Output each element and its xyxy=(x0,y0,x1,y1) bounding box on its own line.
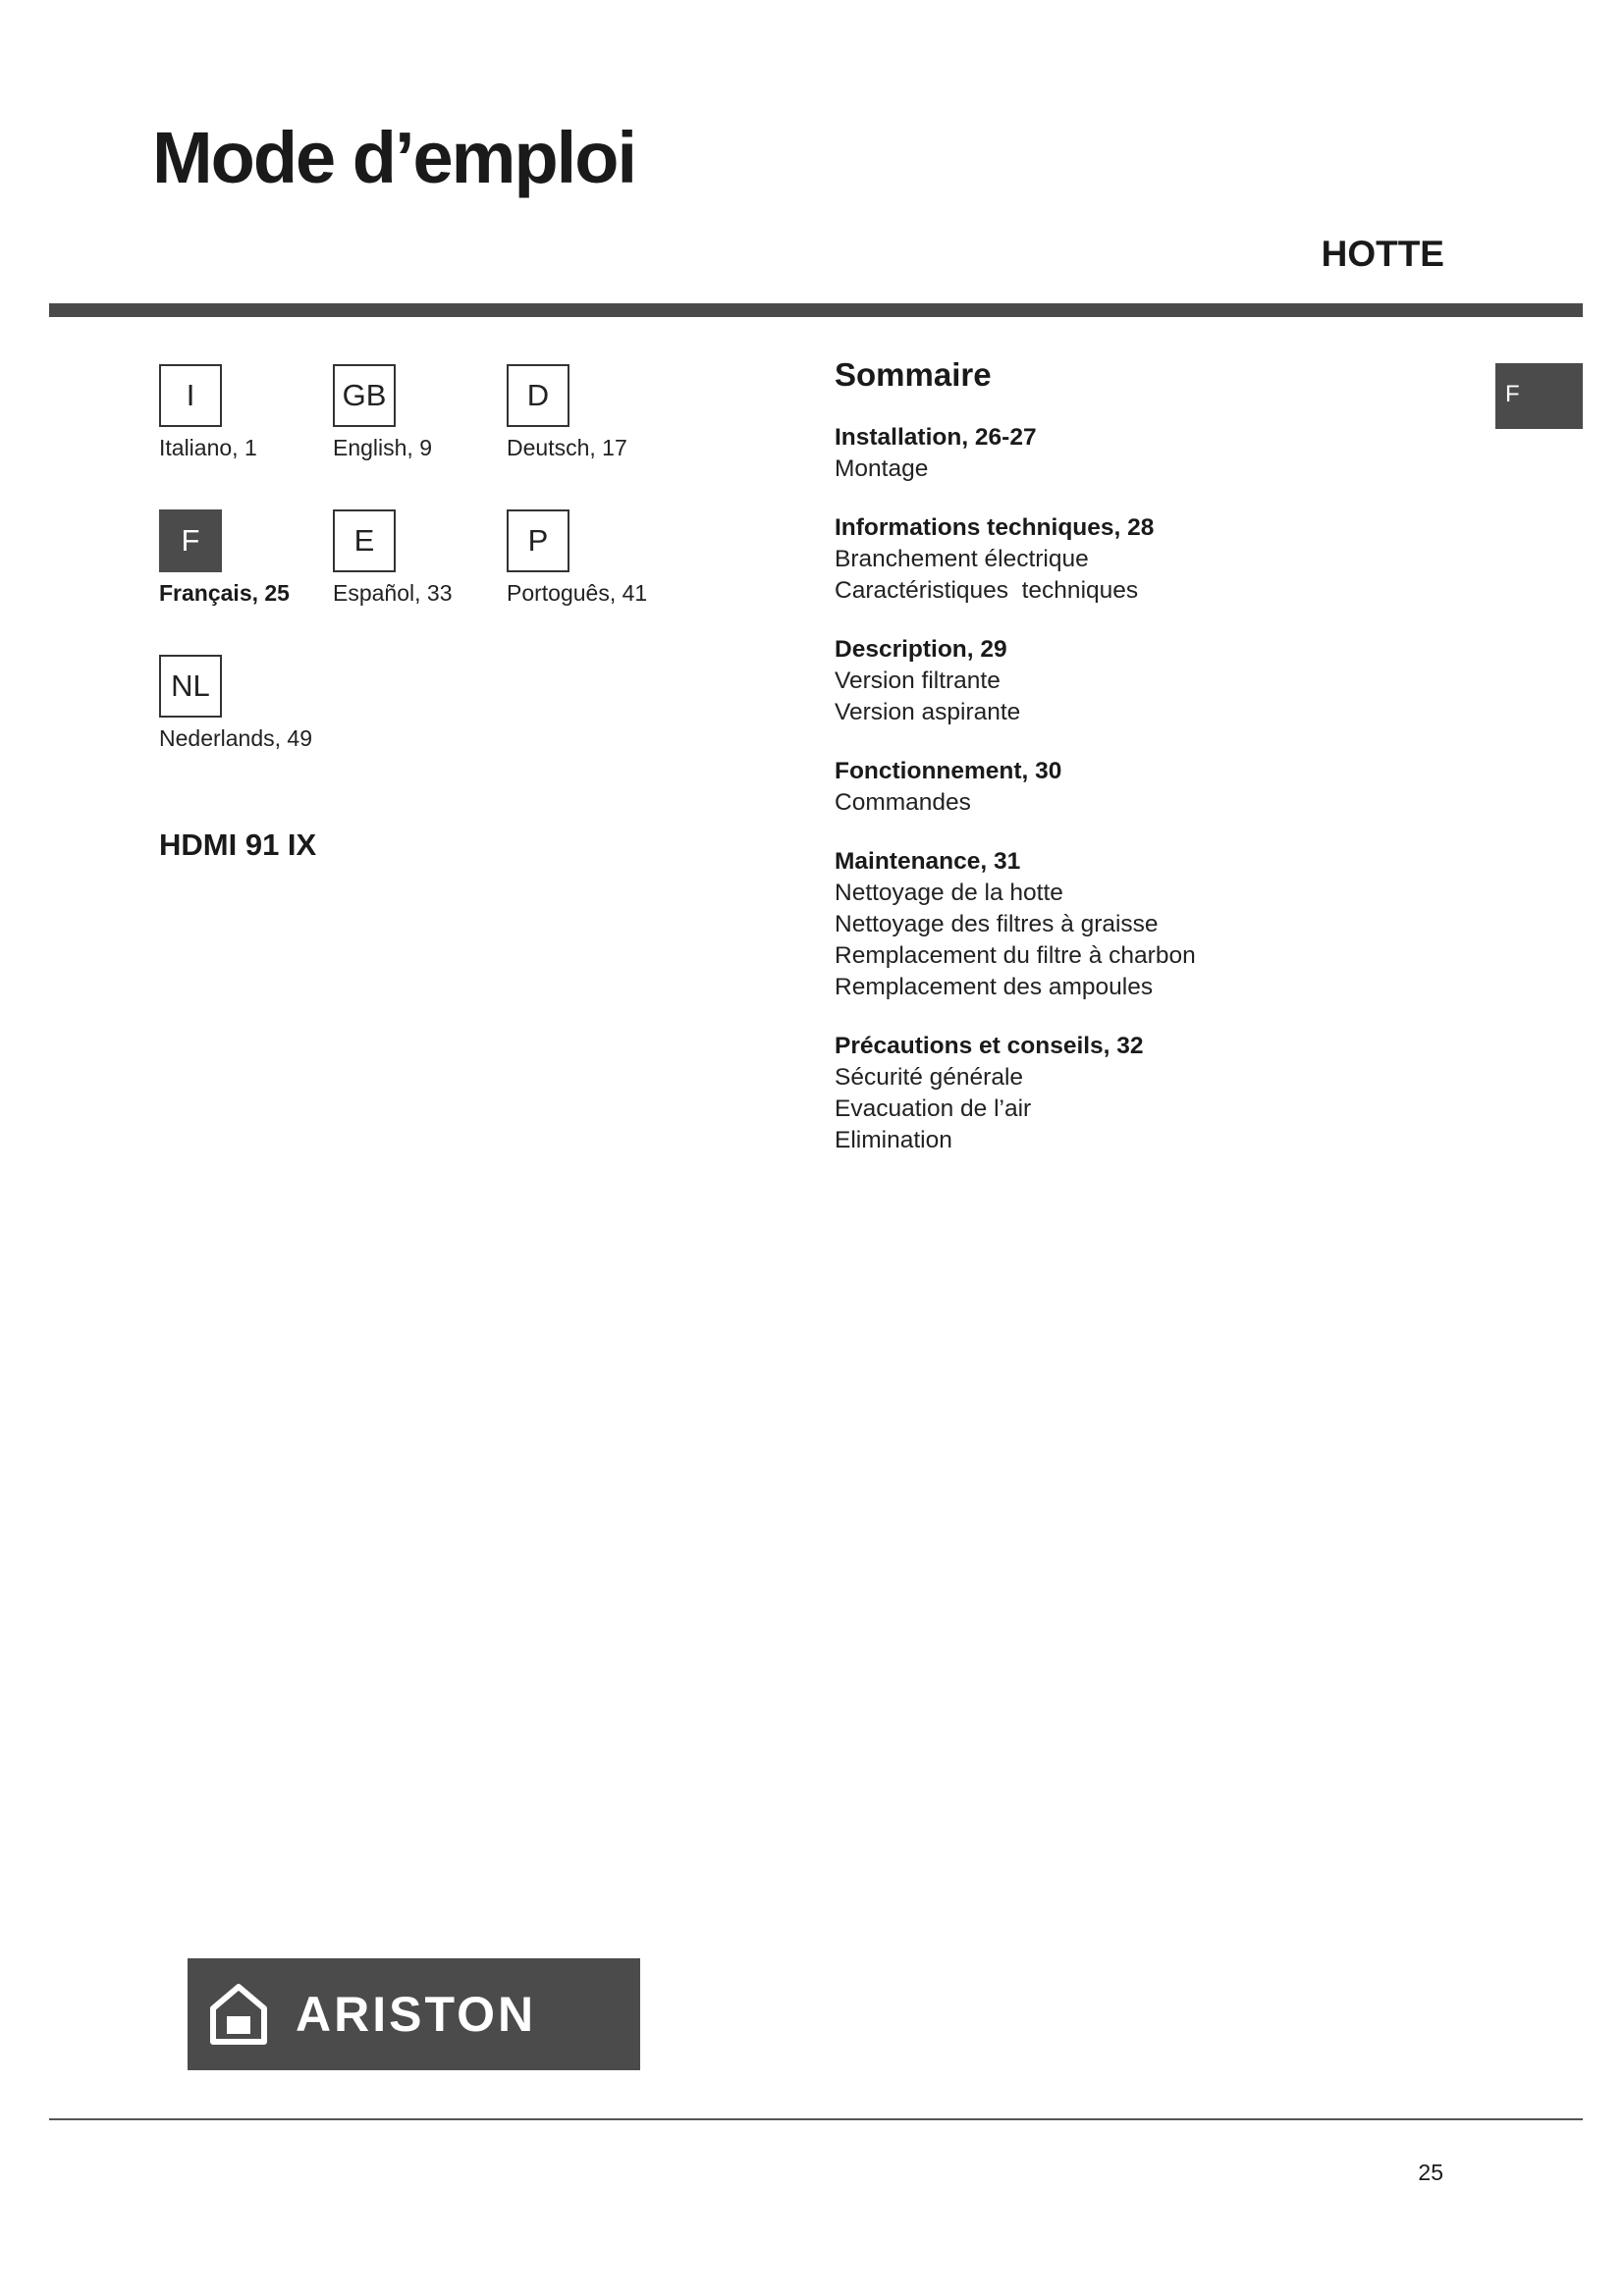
language-english[interactable] xyxy=(333,364,432,461)
toc-item[interactable]: Version filtrante xyxy=(835,667,1001,694)
toc-item[interactable]: Caractéristiques techniques xyxy=(835,577,1139,604)
language-code-box: E xyxy=(333,509,396,572)
toc-heading[interactable]: Fonctionnement, 30 xyxy=(835,758,1062,784)
house-icon xyxy=(209,1983,268,2046)
language-code-box: F xyxy=(159,509,222,572)
toc-section-operation xyxy=(835,756,1443,819)
language-portuguese[interactable] xyxy=(507,509,647,607)
toc-item[interactable]: Elimination xyxy=(835,1127,952,1153)
language-code-box: P xyxy=(507,509,569,572)
language-french[interactable] xyxy=(159,509,290,607)
toc-section-technical-info xyxy=(835,512,1443,607)
page-title: Mode d’emploi xyxy=(152,117,635,198)
language-label: Portoguês, 41 xyxy=(507,580,648,606)
toc-heading[interactable]: Maintenance, 31 xyxy=(835,848,1021,875)
language-spanish[interactable] xyxy=(333,509,452,607)
footer-divider xyxy=(49,2118,1583,2120)
toc-section-precautions xyxy=(835,1031,1443,1156)
language-label: Français, 25 xyxy=(159,580,290,606)
language-label: Nederlands, 49 xyxy=(159,725,312,751)
toc-heading[interactable]: Précautions et conseils, 32 xyxy=(835,1033,1144,1059)
toc-section-description xyxy=(835,634,1443,728)
table-of-contents xyxy=(835,422,1443,1184)
toc-heading[interactable]: Description, 29 xyxy=(835,636,1007,663)
language-dutch[interactable] xyxy=(159,655,312,752)
toc-item[interactable]: Nettoyage des filtres à graisse xyxy=(835,911,1159,937)
toc-item[interactable]: Version aspirante xyxy=(835,699,1021,725)
language-code-box: I xyxy=(159,364,222,427)
toc-item[interactable]: Remplacement du filtre à charbon xyxy=(835,942,1196,969)
toc-item[interactable]: Commandes xyxy=(835,789,971,816)
language-code-box: GB xyxy=(333,364,396,427)
toc-section-installation xyxy=(835,422,1443,485)
toc-item[interactable]: Remplacement des ampoules xyxy=(835,974,1154,1000)
toc-item[interactable]: Branchement électrique xyxy=(835,546,1089,572)
language-code-box: D xyxy=(507,364,569,427)
language-code-box: NL xyxy=(159,655,222,718)
language-italian[interactable] xyxy=(159,364,257,461)
brand-logo xyxy=(188,1958,640,2070)
model-number: HDMI 91 IX xyxy=(159,828,317,862)
language-label: English, 9 xyxy=(333,435,433,460)
language-label: Deutsch, 17 xyxy=(507,435,627,460)
toc-heading[interactable]: Informations techniques, 28 xyxy=(835,514,1155,541)
language-side-tab: F xyxy=(1495,363,1583,429)
toc-item[interactable]: Sécurité générale xyxy=(835,1064,1024,1091)
language-german[interactable] xyxy=(507,364,627,461)
product-category: HOTTE xyxy=(1321,234,1444,274)
toc-item[interactable]: Nettoyage de la hotte xyxy=(835,880,1063,906)
language-label: Español, 33 xyxy=(333,580,453,606)
toc-heading[interactable]: Installation, 26-27 xyxy=(835,424,1037,451)
toc-title: Sommaire xyxy=(835,356,992,393)
page-number: 25 xyxy=(1418,2160,1443,2185)
toc-section-maintenance xyxy=(835,846,1443,1003)
toc-item[interactable]: Evacuation de l’air xyxy=(835,1095,1032,1122)
header-divider xyxy=(49,303,1583,317)
brand-name: ARISTON xyxy=(296,1987,537,2042)
language-label: Italiano, 1 xyxy=(159,435,257,460)
toc-item[interactable]: Montage xyxy=(835,455,929,482)
